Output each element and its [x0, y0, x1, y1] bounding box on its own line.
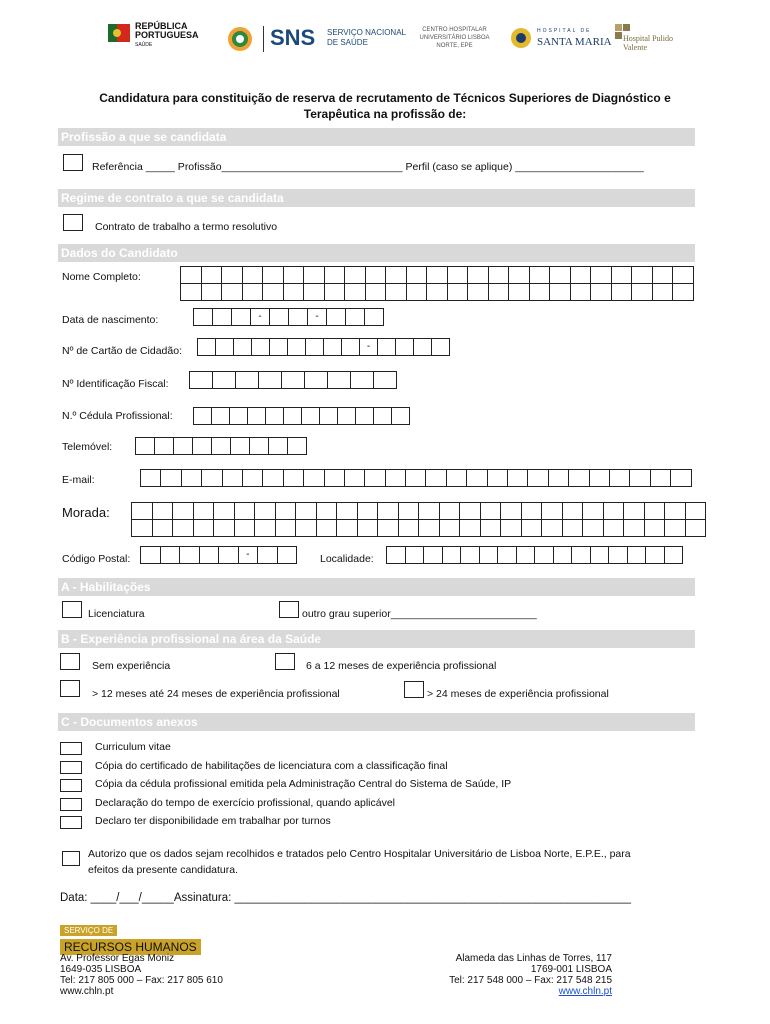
grid-cell[interactable]	[468, 267, 489, 284]
grid-cell[interactable]	[345, 267, 366, 284]
grid-cell[interactable]	[398, 520, 419, 537]
grid-cell[interactable]	[283, 470, 303, 487]
grid-cell[interactable]	[141, 547, 161, 564]
grid-cell[interactable]	[199, 547, 219, 564]
grid-cell[interactable]	[234, 503, 255, 520]
saude-text: SAÚDE	[135, 42, 153, 48]
profissao-checkbox[interactable]	[63, 154, 83, 171]
grid-cell[interactable]	[396, 339, 414, 356]
servico-de-text: SERVIÇO DE	[60, 925, 117, 936]
footer-left-line: 1649-035 LISBOA	[60, 964, 142, 975]
grid-cell[interactable]	[342, 339, 360, 356]
regime-option-label: Contrato de trabalho a termo resolutivo	[95, 221, 278, 233]
saude-emblem-icon	[225, 26, 255, 52]
grid-cell[interactable]	[288, 438, 307, 455]
grid-cell[interactable]	[242, 284, 263, 301]
grid-cell[interactable]	[685, 520, 706, 537]
grid-cell[interactable]	[386, 284, 407, 301]
grid-cell[interactable]	[320, 408, 338, 425]
footer-right-link[interactable]: www.chln.pt	[558, 986, 612, 997]
morada-label: Morada:	[62, 505, 110, 520]
grid-cell[interactable]	[263, 267, 284, 284]
grid-cell[interactable]	[213, 372, 236, 389]
grid-cell[interactable]	[528, 470, 548, 487]
grid-cell[interactable]	[242, 470, 262, 487]
grid-cell[interactable]	[231, 438, 250, 455]
grid-cell[interactable]	[447, 267, 468, 284]
grid-cell[interactable]	[212, 438, 231, 455]
grid-cell[interactable]	[248, 408, 266, 425]
grid-cell[interactable]	[201, 284, 222, 301]
grid-cell[interactable]	[427, 267, 448, 284]
sem-experiencia-label: Sem experiência	[92, 660, 171, 672]
grid-cell[interactable]	[398, 503, 419, 520]
grid-cell[interactable]	[426, 470, 446, 487]
grid-cell[interactable]	[304, 470, 324, 487]
grid-cell[interactable]	[427, 284, 448, 301]
grid-cell[interactable]	[258, 547, 278, 564]
grid-cell[interactable]	[181, 470, 201, 487]
grid-cell[interactable]	[302, 408, 320, 425]
email-label: E-mail:	[62, 474, 95, 486]
telemovel-label: Telemóvel:	[62, 441, 113, 453]
grid-cell[interactable]	[488, 267, 509, 284]
grid-cell[interactable]	[479, 547, 498, 564]
section-experiencia: B - Experiência profissional na área da Saúde	[58, 630, 695, 648]
grid-cell[interactable]	[509, 267, 530, 284]
hpv-logo: Hospital Pulido Valente	[623, 34, 674, 52]
grid-cell[interactable]	[521, 520, 542, 537]
grid-cell[interactable]	[665, 520, 686, 537]
grid-cell[interactable]	[219, 547, 239, 564]
grid-cell[interactable]	[252, 339, 270, 356]
documento-label: Curriculum vitae	[95, 741, 171, 753]
grid-cell[interactable]	[591, 267, 612, 284]
grid-cell[interactable]	[419, 520, 440, 537]
grid-cell[interactable]	[216, 339, 234, 356]
grid-cell[interactable]	[572, 547, 591, 564]
grid-cell[interactable]	[263, 470, 283, 487]
grid-cell[interactable]	[630, 470, 650, 487]
grid-cell[interactable]	[194, 408, 212, 425]
grid-cell[interactable]	[275, 520, 296, 537]
grid-cell[interactable]	[193, 520, 214, 537]
grid-cell[interactable]	[624, 503, 645, 520]
grid-cell[interactable]	[288, 339, 306, 356]
grid-cell[interactable]	[181, 267, 202, 284]
sns-logo: SNS	[270, 25, 316, 50]
grid-cell[interactable]	[346, 309, 365, 326]
grid-cell[interactable]	[652, 284, 673, 301]
grid-cell[interactable]	[222, 267, 243, 284]
grid-cell[interactable]	[283, 284, 304, 301]
grid-cell[interactable]	[665, 503, 686, 520]
grid-cell[interactable]	[356, 408, 374, 425]
grid-cell[interactable]	[282, 372, 305, 389]
autorizo-checkbox[interactable]	[62, 851, 80, 866]
grid-cell[interactable]	[234, 339, 252, 356]
cc-input-grid[interactable]	[197, 338, 450, 356]
grid-cell[interactable]	[609, 547, 628, 564]
grid-cell[interactable]	[603, 503, 624, 520]
grid-cell[interactable]	[439, 520, 460, 537]
grid-cell[interactable]	[488, 284, 509, 301]
grid-cell[interactable]	[447, 284, 468, 301]
profissao-line: Referência _____ Profissão_______________________________ Perfil (caso se aplique) ______________________	[92, 161, 644, 173]
sem-experiencia-checkbox[interactable]	[60, 653, 80, 670]
grid-cell[interactable]	[461, 547, 480, 564]
grid-cell[interactable]	[611, 284, 632, 301]
grid-cell[interactable]	[202, 470, 222, 487]
grid-cell[interactable]	[232, 309, 251, 326]
section-regime: Regime de contrato a que se candidata	[58, 189, 695, 207]
grid-cell[interactable]	[132, 520, 153, 537]
grid-cell[interactable]	[277, 547, 297, 564]
grid-cell[interactable]	[439, 503, 460, 520]
grid-cell[interactable]	[583, 520, 604, 537]
grid-cell[interactable]	[374, 408, 392, 425]
grid-cell[interactable]	[570, 284, 591, 301]
grid-cell[interactable]	[583, 503, 604, 520]
grid-cell[interactable]	[263, 284, 284, 301]
grid-cell[interactable]	[242, 267, 263, 284]
grid-cell[interactable]	[212, 408, 230, 425]
nome-input-grid[interactable]	[180, 266, 694, 301]
grid-cell[interactable]	[468, 284, 489, 301]
grid-cell[interactable]	[255, 503, 276, 520]
grid-cell[interactable]	[542, 503, 563, 520]
grid-cell[interactable]	[222, 470, 242, 487]
documento-label: Declaro ter disponibilidade em trabalhar por turnos	[95, 815, 331, 827]
grid-cell[interactable]	[337, 503, 358, 520]
form-title	[60, 90, 710, 122]
grid-cell[interactable]	[255, 520, 276, 537]
nascimento-label: Data de nascimento:	[62, 314, 159, 326]
grid-cell[interactable]	[357, 503, 378, 520]
licenciatura-checkbox[interactable]	[62, 601, 82, 618]
grid-cell[interactable]	[432, 339, 450, 356]
grid-cell[interactable]	[136, 438, 155, 455]
grid-cell[interactable]	[316, 520, 337, 537]
grid-cell[interactable]	[304, 284, 325, 301]
cedula-label: N.º Cédula Profissional:	[62, 410, 173, 422]
grid-cell[interactable]	[646, 547, 665, 564]
localidade-label: Localidade:	[320, 553, 374, 565]
grid-cell[interactable]	[569, 470, 589, 487]
documento-label: Cópia do certificado de habilitações de licenciatura com a classificação final	[95, 759, 448, 772]
grid-cell[interactable]	[365, 470, 385, 487]
grid-cell[interactable]	[406, 284, 427, 301]
morada-input-grid[interactable]	[131, 502, 706, 537]
grid-cell[interactable]	[385, 470, 405, 487]
documento-checkbox[interactable]	[60, 742, 82, 755]
grid-cell[interactable]	[644, 503, 665, 520]
grid-cell[interactable]	[365, 267, 386, 284]
grid-cell[interactable]	[414, 339, 432, 356]
grid-cell[interactable]	[550, 284, 571, 301]
grid-cell[interactable]	[213, 309, 232, 326]
grid-cell[interactable]	[673, 267, 694, 284]
grid-cell[interactable]	[611, 267, 632, 284]
footer-left-address	[60, 953, 223, 997]
title-line-2: Terapêutica na profissão de:	[303, 107, 467, 121]
footer-left-line: Av. Professor Egas Moniz	[60, 953, 175, 964]
grid-cell[interactable]	[357, 520, 378, 537]
grid-cell[interactable]	[306, 339, 324, 356]
grid-cell[interactable]	[542, 520, 563, 537]
grid-cell[interactable]	[553, 547, 572, 564]
grid-cell[interactable]	[324, 470, 344, 487]
republica-text: REPÚBLICA PORTUGUESA	[135, 21, 199, 40]
grid-cell[interactable]	[174, 438, 193, 455]
portugal-flag-icon	[108, 24, 130, 42]
grid-cell[interactable]	[501, 503, 522, 520]
grid-cell[interactable]	[508, 470, 528, 487]
grid-cell[interactable]	[529, 267, 550, 284]
hsm-logo: SANTA MARIA	[537, 36, 612, 48]
documento-checkbox[interactable]	[60, 798, 82, 811]
nascimento-input-grid[interactable]	[193, 308, 384, 326]
grid-cell[interactable]	[324, 267, 345, 284]
grid-cell[interactable]	[289, 309, 308, 326]
footer-left-line: Tel: 217 805 000 – Fax: 217 805 610	[60, 975, 223, 986]
header-logos	[105, 22, 685, 62]
hsm-top: HOSPITAL DE	[537, 28, 592, 34]
licenciatura-label: Licenciatura	[88, 608, 145, 620]
grid-cell[interactable]	[521, 503, 542, 520]
grid-cell[interactable]	[387, 547, 406, 564]
grid-cell[interactable]	[173, 520, 194, 537]
grid-cell[interactable]	[194, 309, 213, 326]
cedula-input-grid[interactable]	[193, 407, 410, 425]
section-dados: Dados do Candidato	[58, 244, 695, 262]
vinte-quatro-meses-label: > 24 meses de experiência profissional	[427, 688, 609, 700]
grid-cell[interactable]	[609, 470, 629, 487]
grid-cell[interactable]: -	[238, 547, 258, 564]
codigo-postal-label: Código Postal:	[62, 553, 131, 565]
sns-subtitle: SERVIÇO NACIONAL DE SAÚDE	[327, 28, 406, 47]
grid-cell[interactable]	[673, 284, 694, 301]
grid-cell[interactable]	[230, 408, 248, 425]
section-habilitacoes: A - Habilitações	[58, 578, 695, 596]
grid-cell[interactable]	[498, 547, 517, 564]
grid-cell[interactable]	[201, 267, 222, 284]
grid-cell[interactable]	[562, 520, 583, 537]
grid-cell[interactable]	[603, 520, 624, 537]
grid-cell[interactable]	[345, 284, 366, 301]
grid-cell[interactable]	[550, 267, 571, 284]
grid-cell[interactable]	[305, 372, 328, 389]
grid-cell[interactable]	[214, 503, 235, 520]
grid-cell[interactable]	[405, 547, 424, 564]
grid-cell[interactable]	[270, 309, 289, 326]
grid-cell[interactable]	[652, 267, 673, 284]
grid-cell[interactable]	[132, 503, 153, 520]
grid-cell[interactable]	[304, 267, 325, 284]
nome-label: Nome Completo:	[62, 271, 141, 283]
grid-cell[interactable]	[501, 520, 522, 537]
santa-maria-emblem-icon	[510, 26, 532, 50]
grid-cell[interactable]	[234, 520, 255, 537]
documento-label: Declaração do tempo de exercício profissional, quando aplicável	[95, 796, 396, 809]
outro-grau-checkbox[interactable]	[279, 601, 299, 618]
grid-cell[interactable]	[152, 503, 173, 520]
grid-cell[interactable]	[460, 520, 481, 537]
grid-cell[interactable]	[392, 408, 410, 425]
grid-cell[interactable]	[516, 547, 535, 564]
grid-cell[interactable]	[351, 372, 374, 389]
grid-cell[interactable]	[589, 470, 609, 487]
grid-cell[interactable]	[338, 408, 356, 425]
grid-cell[interactable]	[671, 470, 691, 487]
grid-cell[interactable]	[193, 503, 214, 520]
grid-cell[interactable]	[446, 470, 466, 487]
title-line-1: Candidatura para constituição de reserva de recrutamento de Técnicos Superiores de Diagnóstico e	[99, 91, 671, 105]
grid-cell[interactable]	[562, 503, 583, 520]
grid-cell[interactable]	[173, 503, 194, 520]
data-assinatura-line: Data: ____/___/_____Assinatura: ______________________________________________________________	[60, 892, 632, 904]
grid-cell[interactable]	[685, 503, 706, 520]
footer-right-address	[420, 953, 612, 997]
grid-cell[interactable]	[180, 547, 200, 564]
autorizo-line-2: efeitos da presente candidatura.	[88, 864, 239, 876]
servico-rh-logo	[60, 920, 201, 955]
grid-cell[interactable]	[296, 520, 317, 537]
grid-cell[interactable]	[324, 284, 345, 301]
grid-cell[interactable]	[424, 547, 443, 564]
footer-right-line: 1769-001 LISBOA	[530, 964, 612, 975]
doze-meses-checkbox[interactable]	[60, 680, 80, 697]
vinte-quatro-meses-checkbox[interactable]	[404, 681, 424, 698]
grid-cell[interactable]	[190, 372, 213, 389]
localidade-input-grid[interactable]	[386, 546, 683, 564]
nif-input-grid[interactable]	[189, 371, 397, 389]
grid-cell[interactable]	[328, 372, 351, 389]
grid-cell[interactable]	[480, 520, 501, 537]
grid-cell[interactable]	[161, 470, 181, 487]
grid-cell[interactable]	[378, 520, 399, 537]
grid-cell[interactable]	[624, 520, 645, 537]
outro-grau-label: outro grau superior_________________________	[302, 608, 537, 620]
grid-cell[interactable]	[548, 470, 568, 487]
documento-checkbox[interactable]	[60, 816, 82, 829]
grid-cell[interactable]: -	[251, 309, 270, 326]
grid-cell[interactable]	[480, 503, 501, 520]
grid-cell[interactable]	[141, 470, 161, 487]
grid-cell[interactable]	[181, 284, 202, 301]
grid-cell[interactable]	[324, 339, 342, 356]
grid-cell[interactable]	[270, 339, 288, 356]
cc-label: Nº de Cartão de Cidadão:	[62, 345, 182, 357]
documento-checkbox[interactable]	[60, 761, 82, 774]
grid-cell[interactable]	[316, 503, 337, 520]
documento-checkbox[interactable]	[60, 779, 82, 792]
grid-cell[interactable]	[269, 438, 288, 455]
grid-cell[interactable]	[344, 470, 364, 487]
footer-left-link[interactable]: www.chln.pt	[60, 986, 114, 997]
grid-cell[interactable]	[529, 284, 550, 301]
grid-cell[interactable]	[644, 520, 665, 537]
grid-cell[interactable]	[198, 339, 216, 356]
grid-cell[interactable]	[664, 547, 683, 564]
documento-label: Cópia da cédula profissional emitida pela Administração Central do Sistema de Saúde, IP	[95, 778, 512, 790]
grid-cell[interactable]	[160, 547, 180, 564]
grid-cell[interactable]	[406, 267, 427, 284]
footer-right-line: Alameda das Linhas de Torres, 117	[455, 953, 612, 964]
grid-cell[interactable]	[378, 339, 396, 356]
grid-cell[interactable]	[152, 520, 173, 537]
chln-logo: CENTRO HOSPITALAR UNIVERSITÁRIO LISBOA NORTE, EPE	[419, 27, 490, 49]
grid-cell[interactable]	[236, 372, 259, 389]
email-input-grid[interactable]	[140, 469, 692, 487]
grid-cell[interactable]	[284, 408, 302, 425]
grid-cell[interactable]	[509, 284, 530, 301]
grid-cell[interactable]	[442, 547, 461, 564]
grid-cell[interactable]	[283, 267, 304, 284]
grid-cell[interactable]: -	[360, 339, 378, 356]
grid-cell[interactable]	[467, 470, 487, 487]
divider	[263, 26, 264, 52]
doze-meses-label: > 12 meses até 24 meses de experiência profissional	[92, 688, 340, 700]
grid-cell[interactable]	[250, 438, 269, 455]
grid-cell[interactable]	[591, 284, 612, 301]
grid-cell[interactable]	[214, 520, 235, 537]
grid-cell[interactable]	[327, 309, 346, 326]
seis-meses-label: 6 a 12 meses de experiência profissional	[306, 660, 497, 672]
grid-cell[interactable]	[632, 267, 653, 284]
grid-cell[interactable]	[487, 470, 507, 487]
grid-cell[interactable]	[266, 408, 284, 425]
grid-cell[interactable]	[337, 520, 358, 537]
grid-cell[interactable]	[535, 547, 554, 564]
grid-cell[interactable]	[193, 438, 212, 455]
autorizo-line-1: Autorizo que os dados sejam recolhidos e tratados pelo Centro Hospitalar Universitário de Lisboa Norte, E.P.E., para	[88, 848, 631, 860]
grid-cell[interactable]	[378, 503, 399, 520]
footer-right-line: Tel: 217 548 000 – Fax: 217 548 215	[449, 975, 612, 986]
grid-cell[interactable]	[590, 547, 609, 564]
regime-checkbox[interactable]	[63, 214, 83, 231]
grid-cell[interactable]	[275, 503, 296, 520]
grid-cell[interactable]	[650, 470, 670, 487]
grid-cell[interactable]	[222, 284, 243, 301]
section-documentos: C - Documentos anexos	[58, 713, 695, 731]
grid-cell[interactable]	[627, 547, 646, 564]
grid-cell[interactable]	[259, 372, 282, 389]
grid-cell[interactable]	[460, 503, 481, 520]
nif-label: Nº Identificação Fiscal:	[62, 378, 169, 390]
codigo-postal-input-grid[interactable]	[140, 546, 297, 564]
section-profissao: Profissão a que se candidata	[58, 128, 695, 146]
grid-cell[interactable]	[365, 309, 384, 326]
grid-cell[interactable]	[386, 267, 407, 284]
recursos-humanos-text: RECURSOS HUMANOS	[60, 939, 201, 955]
seis-meses-checkbox[interactable]	[275, 653, 295, 670]
grid-cell[interactable]	[406, 470, 426, 487]
grid-cell[interactable]	[419, 503, 440, 520]
grid-cell[interactable]	[365, 284, 386, 301]
grid-cell[interactable]	[632, 284, 653, 301]
grid-cell[interactable]	[570, 267, 591, 284]
telemovel-input-grid[interactable]	[135, 437, 307, 455]
grid-cell[interactable]: -	[308, 309, 327, 326]
grid-cell[interactable]	[374, 372, 397, 389]
grid-cell[interactable]	[155, 438, 174, 455]
grid-cell[interactable]	[296, 503, 317, 520]
